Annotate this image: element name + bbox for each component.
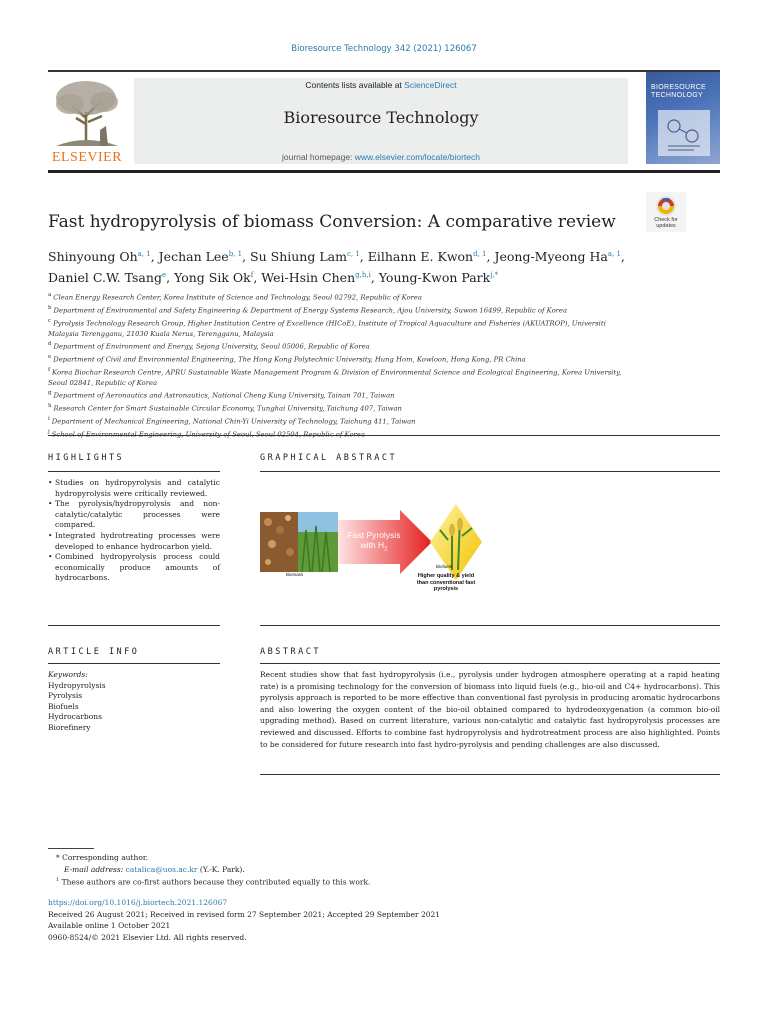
- footnotes: [48, 852, 548, 888]
- author-affil-marker[interactable]: c, 1: [346, 250, 360, 258]
- publication-info: [48, 897, 648, 943]
- author-affil-marker[interactable]: j,*: [490, 271, 499, 280]
- keywords-label: Keywords:: [48, 670, 88, 679]
- highlight-item: • Studies on hydropyrolysis and catalytic hydropyrolysis were critically reviewed.: [48, 478, 220, 499]
- author-name[interactable]: Yong Sik Ok: [174, 270, 251, 286]
- available-online: Available online 1 October 2021: [48, 921, 171, 930]
- email-footnote: E-mail address: catalica@uos.ac.kr (Y.-K. Park).: [64, 864, 245, 874]
- graphical-abstract-rule: [260, 471, 720, 472]
- affiliation-item: $^b$ Department of Environmental and Safety Engineering & Department of Energy Systems Research, Ajou University, Suwon 16499, Republic of Korea: [48, 304, 567, 315]
- author-name[interactable]: Su Shiung Lam: [250, 249, 347, 265]
- article-info-rule: [48, 663, 220, 664]
- author-affil-marker[interactable]: d, 1: [473, 250, 487, 258]
- header-bottom-rule: [48, 170, 720, 173]
- affiliation-item: $^f$ Korea Biochar Research Centre, APRU Sustainable Waste Management Program & Division of Environmental Science and Ecological Engineering, Korea University, Seoul 02841, Republic of Korea: [48, 366, 622, 387]
- highlights-list: [48, 478, 220, 584]
- section-rule: [260, 625, 720, 626]
- corresponding-footnote: * Corresponding author.: [56, 853, 149, 862]
- section-rule: [48, 625, 220, 626]
- article-info-heading: ARTICLE INFO: [48, 647, 140, 657]
- journal-citation[interactable]: Bioresource Technology 342 (2021) 126067: [291, 44, 477, 54]
- author-name[interactable]: Eilhann E. Kwon: [367, 249, 474, 265]
- sciencedirect-link[interactable]: ScienceDirect: [404, 80, 457, 90]
- abstract-end-rule: [260, 774, 720, 775]
- author-name[interactable]: Young-Kwon Park: [378, 270, 491, 286]
- keyword-item: Hydropyrolysis: [48, 680, 106, 690]
- author-affil-marker[interactable]: g,h,i: [355, 271, 371, 280]
- doi-link[interactable]: https://doi.org/10.1016/j.biortech.2021.126067: [48, 898, 228, 907]
- contents-line: [134, 80, 628, 90]
- highlight-item: • Integrated hydrotreating processes were developed to enhance hydrocarbon yield.: [48, 531, 220, 552]
- homepage-link[interactable]: www.elsevier.com/locate/biortech: [354, 152, 480, 162]
- homepage-label: journal homepage:: [282, 152, 355, 162]
- author-name[interactable]: Jechan Lee: [158, 249, 229, 265]
- affiliation-item: $^i$ Department of Mechanical Engineering, National Chin-Yi University of Technology, Taichung 411, Taiwan: [48, 416, 416, 426]
- journal-homepage: [134, 152, 628, 162]
- copyright: 0960-8524/© 2021 Elsevier Ltd. All rights reserved.: [48, 932, 247, 942]
- article-title: Fast hydropyrolysis of biomass Conversion: A comparative review: [48, 212, 616, 232]
- affiliation-item: $^d$ Department of Environment and Energy, Sejong University, Seoul 05006, Republic of Korea: [48, 341, 370, 351]
- check-for-updates-badge[interactable]: [646, 192, 686, 232]
- cover-title: BIORESOURCE TECHNOLOGY: [651, 84, 707, 99]
- keyword-item: Biofuels: [48, 701, 79, 711]
- author-affil-marker[interactable]: a, 1: [607, 250, 621, 258]
- journal-cover-image: [646, 72, 720, 164]
- author-affil-marker[interactable]: e: [161, 271, 167, 280]
- keyword-item: Biorefinery: [48, 722, 91, 732]
- cover-molecule-graphic: [654, 106, 714, 160]
- affiliation-item: $^e$ Department of Civil and Environmental Engineering, The Hong Kong Polytechnic University, Hung Hom, Kowloon, Hong Kong, PR China: [48, 354, 526, 364]
- affiliation-item: $^g$ Department of Aeronautics and Astronautics, National Cheng Kung University, Tainan 701, Taiwan: [48, 390, 395, 400]
- graphical-abstract-heading: GRAPHICAL ABSTRACT: [260, 453, 398, 463]
- author-list: Shinyoung Oh$^{a, 1}$, Jechan Lee$^{b, 1}$, Su Shiung Lam$^{c, 1}$, Eilhann E. Kwon$^{d, 1}$, Jeong-Myeong Ha$^{a, 1}$, Daniel C.W. Tsang$^e$, Yong Sik Ok$^f$, Wei-Hsin Chen$^{g,h,i}$, Young-Kwon Park$^{j,*}$: [48, 249, 625, 286]
- keyword-item: Pyrolysis: [48, 691, 83, 701]
- affiliation-item: $^h$ Research Center for Smart Sustainable Circular Economy, Tunghai University, Taichung 407, Taiwan: [48, 403, 402, 413]
- check-updates-label: Check for updates: [654, 217, 678, 229]
- ga-biofuels-caption: Biofuels: [436, 564, 453, 569]
- ga-result-caption: Higher quality & yield than conventional fast pyrolysis: [416, 573, 476, 592]
- email-link[interactable]: catalica@uos.ac.kr: [125, 864, 198, 874]
- ga-arrow-label: Fast Pyrolysis with $H_2$: [347, 530, 401, 553]
- author-affil-marker[interactable]: f: [250, 271, 254, 280]
- author-name[interactable]: Jeong-Myeong Ha: [494, 249, 608, 265]
- graphical-abstract-figure: [260, 500, 482, 596]
- author-name[interactable]: Wei-Hsin Chen: [261, 270, 356, 286]
- journal-title: Bioresource Technology: [283, 108, 479, 127]
- highlights-rule: [48, 471, 220, 472]
- affiliation-list: [48, 290, 628, 440]
- footnote-rule: [48, 848, 94, 849]
- author-name[interactable]: Daniel C.W. Tsang: [48, 270, 162, 286]
- author-affil-marker[interactable]: a, 1: [137, 250, 151, 258]
- affiliation-item: j: [48, 428, 50, 435]
- keyword-item: Hydrocarbons: [48, 712, 102, 722]
- author-affil-marker[interactable]: b, 1: [228, 250, 243, 258]
- highlight-item: • Combined hydropyrolysis process could economically produce amounts of hydrocarbons.: [48, 552, 220, 584]
- highlight-item: • The pyrolysis/hydropyrolysis and non-catalytic/catalytic processes were compared.: [48, 499, 220, 531]
- publication-dates: Received 26 August 2021; Received in revised form 27 September 2021; Accepted 29 September 2021: [48, 909, 441, 919]
- header-top-rule: [48, 70, 720, 72]
- affiliation-item: $^a$ Clean Energy Research Center, Korea Institute of Science and Technology, Seoul 02792, Republic of Korea: [48, 292, 422, 302]
- abstract-body: Recent studies show that fast hydropyrolysis (i.e., pyrolysis under hydrogen atmosphere operating at a rapid heating rate) is a promising technology for the conversion of biomass into liquid fuels (e.g., bio-oil and C4+ hydrocarbons). This pyrolysis approach is reported to be more effective than conventional fast pyrolysis in producing aromatic hydrocarbons and also lowering the oxygen content of the bio-oil obtained compared to hydrodeoxygenation (a common bio-oil upgrading method). Based on current literature, various non-catalytic and catalytic fast hydropyrolysis processes are reviewed and discussed. Efforts to combine fast hydropyrolysis and hydrotreatment process are also highlighted. Points to be considered for future research into fast hydro-pyrolysis and pending challenges are also discussed.: [260, 670, 720, 749]
- affiliation-item: $^c$ Pyrolysis Technology Research Group, Higher Institution Centre of Excellence (HICoE), Institute of Tropical Aquaculture and Fisheries (AKUATROP), Universiti Malaysia Terengganu, 21030 Kuala Nerus, Terengganu, Malaysia: [48, 317, 606, 338]
- equal-contribution-footnote: $^1$ These authors are co-first authors because they contributed equally to this work.: [56, 877, 371, 887]
- abstract-rule: [260, 663, 720, 664]
- ga-biomass-caption: Biomass: [286, 572, 304, 577]
- contents-prefix: Contents lists available at: [305, 80, 405, 90]
- keywords-list: [48, 670, 218, 734]
- author-name[interactable]: Shinyoung Oh: [48, 249, 138, 265]
- section-rule: [48, 435, 720, 436]
- abstract-heading: ABSTRACT: [260, 647, 321, 657]
- highlights-heading: HIGHLIGHTS: [48, 453, 125, 463]
- elsevier-wordmark: ELSEVIER: [51, 150, 123, 165]
